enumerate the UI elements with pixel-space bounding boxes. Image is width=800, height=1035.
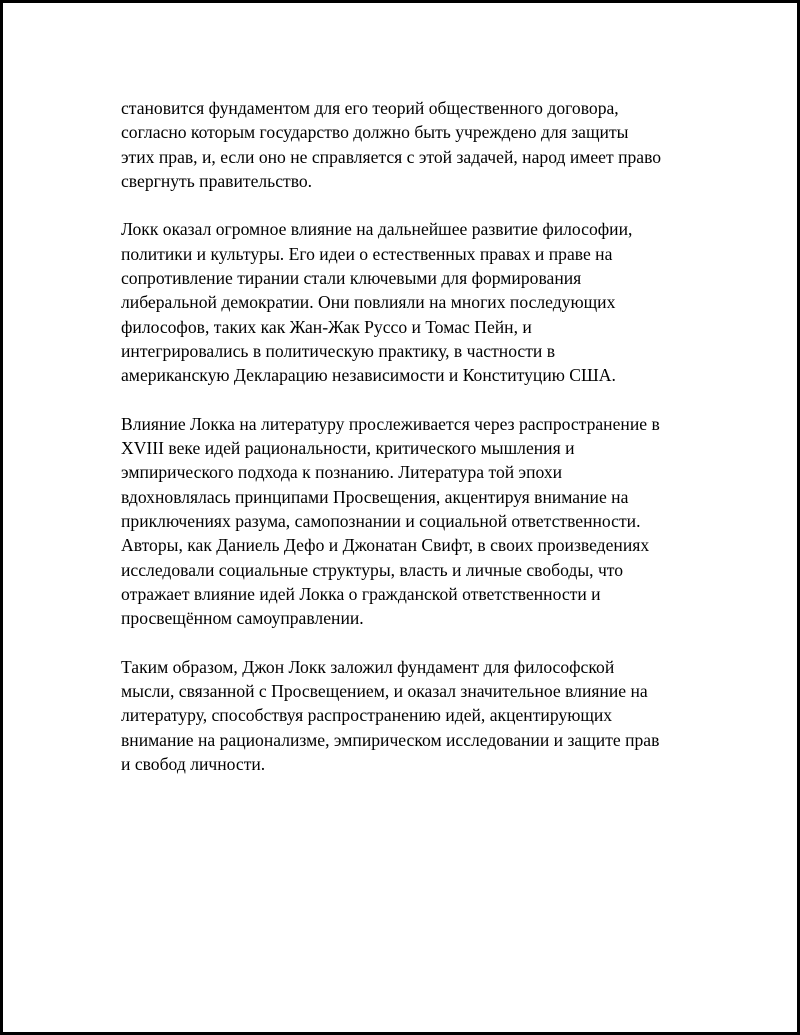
text-line: становится фундаментом для его теорий общественного договора, xyxy=(121,98,619,118)
text-line: просвещённом самоуправлении. xyxy=(121,608,364,629)
text-line: литературу, способствуя распространению идей, акцентирующих xyxy=(121,705,613,726)
text-line: Локк оказал огромное влияние на дальнейшее развитие философии, xyxy=(121,219,633,240)
text-line: философов, таких как Жан-Жак Руссо и Томас Пейн, и xyxy=(121,316,532,337)
text-line: политики и культуры. Его идеи о естественных правах и праве на xyxy=(121,243,613,264)
text-line: согласно которым государство должно быть учреждено для защиты xyxy=(121,122,629,143)
text-line: Влияние Локка на литературу прослеживается через распространение в xyxy=(121,413,660,434)
text-line: XVIII веке идей рациональности, критического мышления и xyxy=(121,438,575,459)
text-line: эмпирического подхода к познанию. Литература той эпохи xyxy=(121,462,563,483)
text-line: мысли, связанной с Просвещением, и оказал значительное влияние на xyxy=(121,681,648,702)
text-line: Авторы, как Даниель Дефо и Джонатан Свифт, в своих произведениях xyxy=(121,535,650,556)
paragraph-1 xyxy=(121,96,696,193)
text-line: американскую Декларацию независимости и Конституцию США. xyxy=(121,365,616,386)
text-line: интегрировались в политическую практику, в частности в xyxy=(121,340,556,361)
text-line: и свобод личности. xyxy=(121,754,266,775)
text-line: внимание на рационализме, эмпирическом исследовании и защите прав xyxy=(121,729,660,750)
text-line: либеральной демократии. Они повлияли на многих последующих xyxy=(121,292,616,313)
paragraph-2 xyxy=(121,217,696,387)
text-line: вдохновлялась принципами Просвещения, акцентируя внимание на xyxy=(121,486,629,507)
paragraph-4 xyxy=(121,655,696,776)
text-line: отражает влияние идей Локка о гражданской ответственности и xyxy=(121,583,601,604)
paragraph-3 xyxy=(121,412,696,631)
text-line: этих прав, и, если оно не справляется с этой задачей, народ имеет право xyxy=(121,146,662,167)
text-line: сопротивление тирании стали ключевыми для формирования xyxy=(121,268,582,289)
text-line: исследовали социальные структуры, власть и личные свободы, что xyxy=(121,559,624,580)
text-line: Таким образом, Джон Локк заложил фундамент для философской xyxy=(121,656,615,677)
document-body xyxy=(121,96,696,801)
text-line: свергнуть правительство. xyxy=(121,170,313,191)
text-line: приключениях разума, самопознании и социальной ответственности. xyxy=(121,511,641,532)
